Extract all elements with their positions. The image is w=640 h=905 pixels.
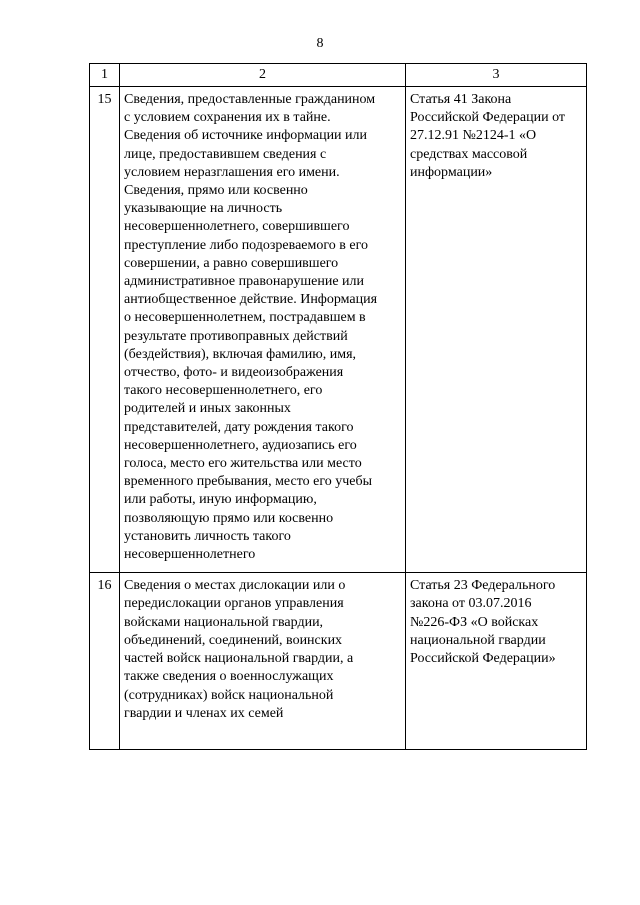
row-description: Сведения, предоставленные гражданином с условием сохранения их в тайне. Сведения об источнике информации или лице, предоставившем сведения с условием неразглашения его имени. Сведения, прямо или косвенно указывающие на личность несовершеннолетнего, совершившего преступление либо подозреваемого в его совершении, а равно совершившего административное правонарушение или антиобщественное действие. Информация о несовершеннолетнем, пострадавшем в результате противоправных действий (бездействия), включая фамилию, имя, отчество, фото- и видеоизображения такого несовершеннолетнего, его родителей и иных законных представителей, дату рождения такого несовершеннолетнего, аудиозапись его голоса, место его жительства или место временного пребывания, место его учебы или работы, иную информацию, позволяющую прямо или косвенно установить личность такого несовершеннолетнего <box>124 92 378 563</box>
document-table <box>89 63 587 750</box>
row-legal-basis-cell <box>406 87 587 573</box>
page-number: 8 <box>316 36 324 51</box>
row-legal-basis: Статья 23 Федерального закона от 03.07.2016 №226-ФЗ «О войсках национальной гвардии Российской Федерации» <box>410 578 556 667</box>
table-row <box>90 573 587 750</box>
column-header-3: 3 <box>406 64 587 87</box>
table-header-row <box>90 64 587 87</box>
row-description: Сведения о местах дислокации или о передислокации органов управления войсками национальной гвардии, объединений, соединений, воинских частей войск национальной гвардии, а также сведения о военнослужащих (сотрудниках) войск национальной гвардии и членах их семей <box>124 578 354 721</box>
column-header-1: 1 <box>90 64 120 87</box>
table-row <box>90 87 587 573</box>
row-description-cell <box>120 87 406 573</box>
column-header-2: 2 <box>120 64 406 87</box>
row-legal-basis-cell <box>406 573 587 750</box>
row-legal-basis: Статья 41 Закона Российской Федерации от 27.12.91 №2124-1 «О средствах массовой информации» <box>410 92 566 180</box>
row-number: 16 <box>90 573 120 750</box>
row-number: 15 <box>90 87 120 573</box>
row-description-cell <box>120 573 406 750</box>
